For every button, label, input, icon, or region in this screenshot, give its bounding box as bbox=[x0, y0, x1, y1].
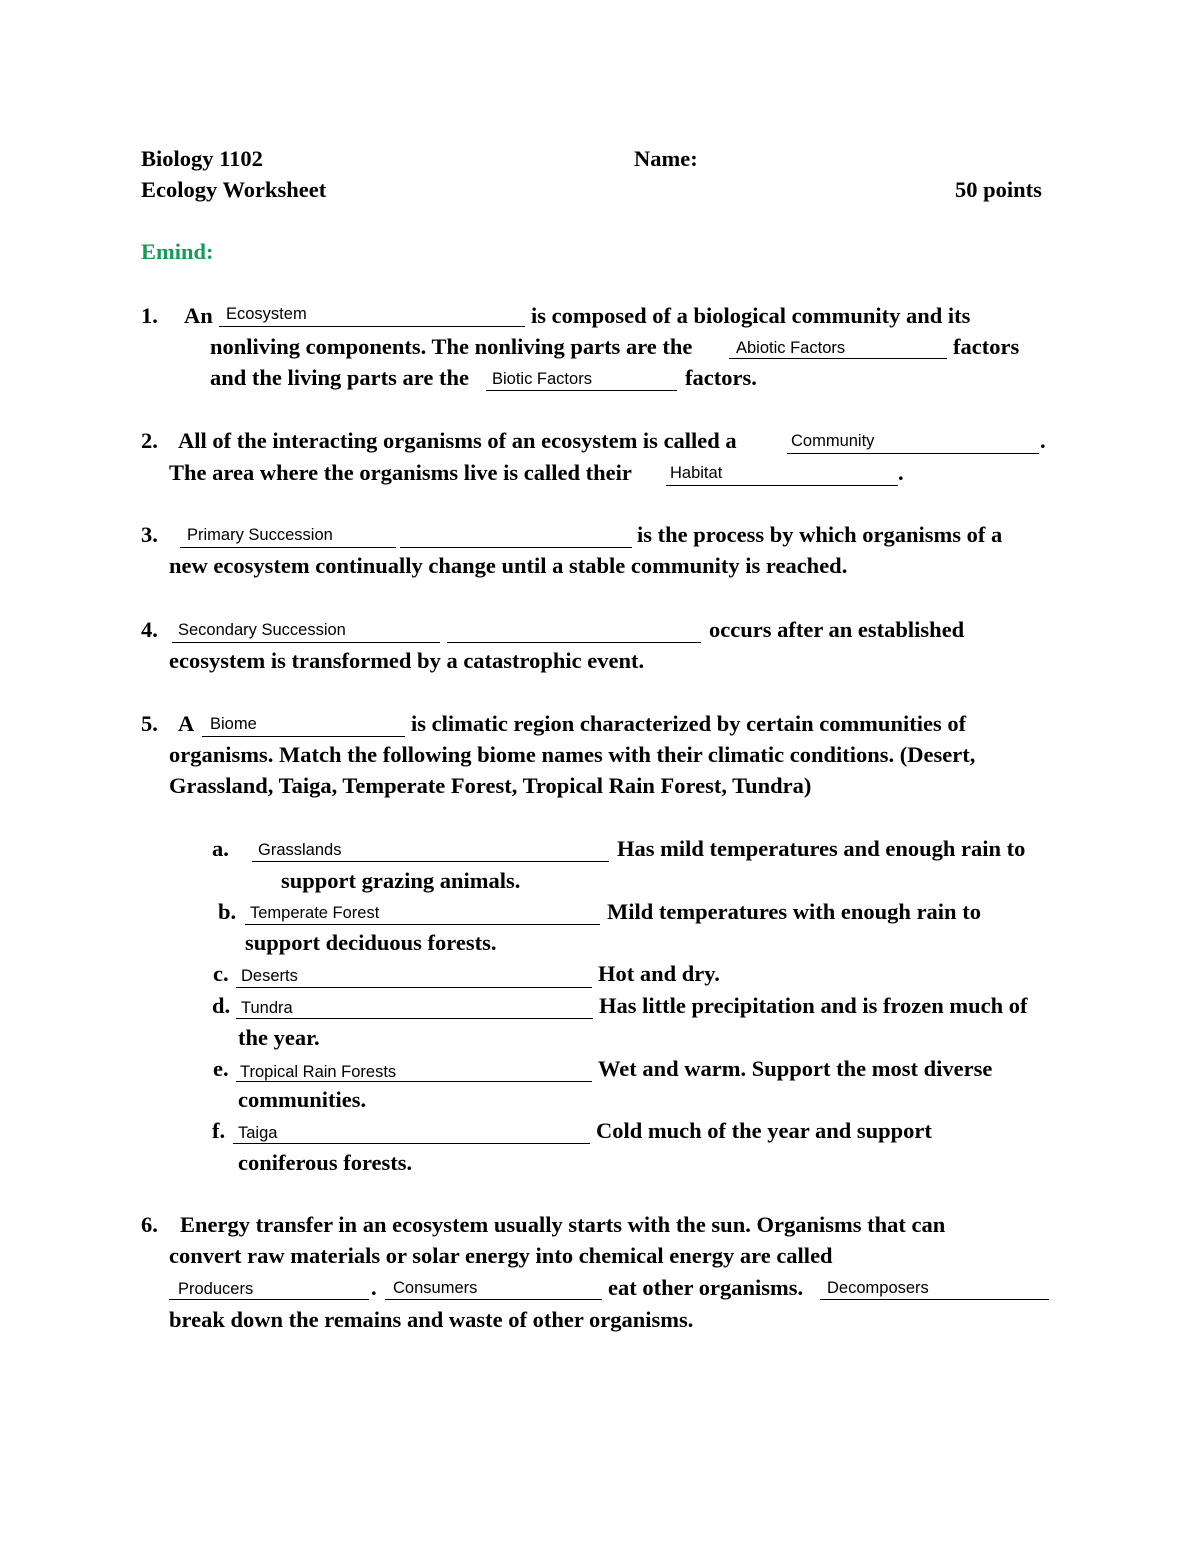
name-label: Name: bbox=[634, 146, 698, 171]
answer-ecosystem: Ecosystem bbox=[226, 305, 307, 323]
question-text: factors bbox=[953, 334, 1020, 359]
answer-tundra: Tundra bbox=[241, 999, 293, 1017]
item-description: Mild temperatures with enough rain to bbox=[607, 899, 981, 924]
question-text: . bbox=[898, 460, 904, 485]
question-number: 3. bbox=[141, 522, 158, 547]
answer-community: Community bbox=[791, 432, 875, 450]
question-text: All of the interacting organisms of an ecosystem is called a bbox=[178, 428, 737, 453]
question-number: 4. bbox=[141, 617, 158, 642]
question-number: 5. bbox=[141, 711, 158, 736]
question-text: break down the remains and waste of other organisms. bbox=[169, 1307, 694, 1332]
item-description: Hot and dry. bbox=[598, 961, 720, 986]
question-text: is the process by which organisms of a bbox=[637, 522, 1003, 547]
item-letter: d. bbox=[212, 993, 231, 1018]
answer-producers: Producers bbox=[178, 1280, 254, 1298]
question-text: nonliving components. The nonliving parts are the bbox=[210, 334, 693, 359]
item-letter: f. bbox=[212, 1118, 226, 1143]
question-text: new ecosystem continually change until a stable community is reached. bbox=[169, 553, 848, 578]
item-description: the year. bbox=[238, 1025, 320, 1050]
question-text: factors. bbox=[685, 365, 757, 390]
question-text: Energy transfer in an ecosystem usually starts with the sun. Organisms that can bbox=[180, 1212, 946, 1237]
question-text: Grassland, Taiga, Temperate Forest, Tropical Rain Forest, Tundra) bbox=[169, 773, 812, 798]
answer-habitat: Habitat bbox=[670, 464, 723, 482]
question-number: 1. bbox=[141, 303, 158, 328]
answer-decomposers: Decomposers bbox=[827, 1279, 929, 1297]
question-text: eat other organisms. bbox=[608, 1275, 804, 1300]
question-text: . bbox=[371, 1275, 377, 1300]
answer-abiotic-factors: Abiotic Factors bbox=[736, 339, 846, 357]
answer-blank[interactable] bbox=[233, 1122, 590, 1144]
item-description: coniferous forests. bbox=[238, 1150, 413, 1175]
item-description: support deciduous forests. bbox=[245, 930, 497, 955]
question-text: is climatic region characterized by certain communities of bbox=[411, 711, 967, 736]
question-number: 2. bbox=[141, 428, 158, 453]
item-description: support grazing animals. bbox=[281, 868, 521, 893]
question-text: occurs after an established bbox=[709, 617, 965, 642]
answer-biotic-factors: Biotic Factors bbox=[492, 370, 592, 388]
worksheet-title: Ecology Worksheet bbox=[141, 177, 327, 202]
answer-grasslands: Grasslands bbox=[258, 841, 342, 859]
question-text: and the living parts are the bbox=[210, 365, 469, 390]
item-description: communities. bbox=[238, 1087, 367, 1112]
question-text: ecosystem is transformed by a catastrophic event. bbox=[169, 648, 645, 673]
answer-temperate-forest: Temperate Forest bbox=[250, 904, 380, 922]
question-text: is composed of a biological community and its bbox=[531, 303, 971, 328]
question-text: A bbox=[178, 711, 195, 736]
answer-secondary-succession: Secondary Succession bbox=[178, 621, 346, 639]
answer-blank[interactable] bbox=[447, 621, 701, 643]
item-letter: c. bbox=[213, 961, 229, 986]
answer-deserts: Deserts bbox=[241, 967, 298, 985]
item-description: Wet and warm. Support the most diverse bbox=[598, 1056, 993, 1081]
question-text: convert raw materials or solar energy into chemical energy are called bbox=[169, 1243, 833, 1268]
answer-taiga: Taiga bbox=[238, 1124, 278, 1142]
student-name: Emind: bbox=[141, 239, 214, 264]
item-letter: a. bbox=[212, 836, 229, 861]
answer-consumers: Consumers bbox=[393, 1279, 478, 1297]
question-text: An bbox=[184, 303, 213, 328]
item-description: Cold much of the year and support bbox=[596, 1118, 932, 1143]
item-letter: b. bbox=[218, 899, 237, 924]
item-letter: e. bbox=[213, 1056, 229, 1081]
question-text: The area where the organisms live is called their bbox=[169, 460, 632, 485]
answer-tropical-rain-forests: Tropical Rain Forests bbox=[240, 1063, 397, 1081]
course-title: Biology 1102 bbox=[141, 146, 263, 171]
answer-primary-succession: Primary Succession bbox=[187, 526, 333, 544]
points-label: 50 points bbox=[955, 177, 1042, 202]
question-text: . bbox=[1040, 428, 1046, 453]
question-number: 6. bbox=[141, 1212, 158, 1237]
item-description: Has little precipitation and is frozen much of bbox=[599, 993, 1028, 1018]
item-description: Has mild temperatures and enough rain to bbox=[617, 836, 1026, 861]
answer-blank[interactable] bbox=[400, 526, 632, 548]
question-text: organisms. Match the following biome names with their climatic conditions. (Desert, bbox=[169, 742, 976, 767]
answer-biome: Biome bbox=[210, 715, 257, 733]
